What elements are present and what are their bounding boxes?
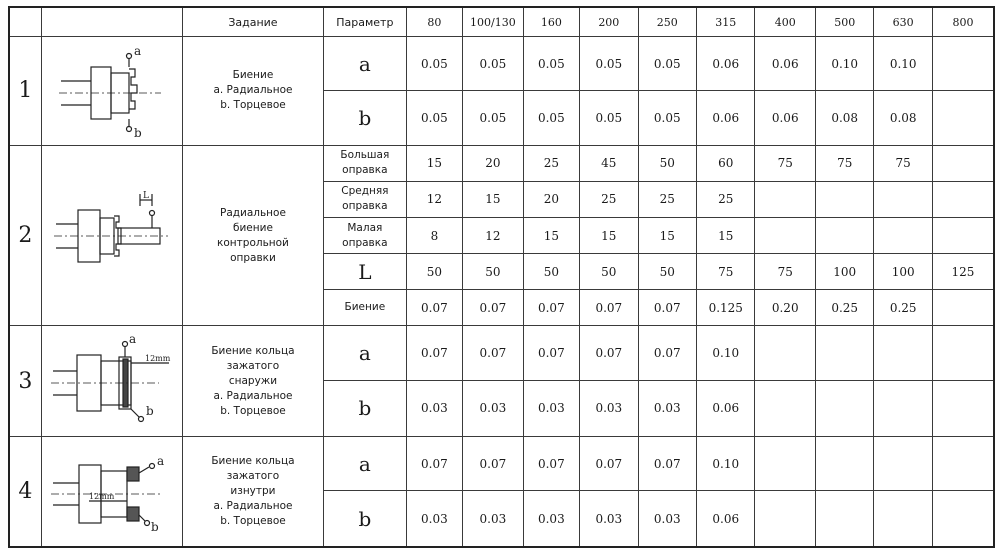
value-cell: 0.10 [697, 326, 755, 380]
value-cell: 15 [697, 217, 755, 253]
value-cell [932, 145, 994, 181]
value-cell [815, 217, 873, 253]
value-cell: 75 [874, 145, 932, 181]
value-cell [874, 326, 932, 380]
value-cell: 0.10 [874, 37, 932, 91]
value-cell: 0.05 [580, 37, 638, 91]
value-cell: 0.07 [580, 290, 638, 326]
sketch-label: b [133, 125, 142, 140]
value-cell: 0.03 [638, 491, 696, 547]
value-cell: 50 [463, 254, 523, 290]
value-cell [932, 217, 994, 253]
header-size: 80 [406, 7, 462, 37]
row-number: 1 [9, 37, 41, 146]
value-cell [874, 217, 932, 253]
value-cell: 0.03 [463, 380, 523, 436]
task-line: зажатого [226, 359, 280, 372]
value-cell: 0.06 [697, 37, 755, 91]
value-cell: 15 [638, 217, 696, 253]
value-cell: 0.07 [580, 436, 638, 490]
sketch-cell [41, 326, 182, 437]
value-cell [874, 436, 932, 490]
value-cell: 0.05 [406, 37, 462, 91]
header-task: Задание [182, 7, 323, 37]
header-size: 800 [932, 7, 994, 37]
value-cell: 0.07 [523, 326, 579, 380]
value-cell: 0.07 [580, 326, 638, 380]
header-size: 250 [638, 7, 696, 37]
value-cell: 75 [815, 145, 873, 181]
value-cell: 50 [580, 254, 638, 290]
value-cell: 0.07 [463, 290, 523, 326]
value-cell: 0.07 [463, 326, 523, 380]
value-cell [932, 380, 994, 436]
header-size: 500 [815, 7, 873, 37]
tolerance-table [8, 6, 995, 548]
value-cell [932, 491, 994, 547]
value-cell: 0.125 [697, 290, 755, 326]
header-row [9, 7, 994, 37]
param-label: b [324, 491, 407, 547]
value-cell: 25 [523, 145, 579, 181]
value-cell: 0.06 [697, 91, 755, 145]
value-cell [932, 91, 994, 145]
task-line: изнутри [230, 484, 276, 497]
value-cell: 0.25 [874, 290, 932, 326]
value-cell: 15 [406, 145, 462, 181]
value-cell: 0.05 [523, 91, 579, 145]
param-label: b [324, 380, 407, 436]
value-cell [874, 491, 932, 547]
value-cell: 0.07 [406, 290, 462, 326]
sketch-label: b [151, 520, 159, 535]
value-cell: 0.10 [815, 37, 873, 91]
param-row [9, 37, 994, 91]
task-line: a. Радиальное [213, 389, 293, 402]
param-label: Малая оправка [324, 217, 407, 253]
task-line: a. Радиальное [213, 499, 293, 512]
value-cell: 125 [932, 254, 994, 290]
param-label: b [324, 91, 407, 145]
value-cell: 45 [580, 145, 638, 181]
header-size: 200 [580, 7, 638, 37]
value-cell: 75 [697, 254, 755, 290]
value-cell: 15 [523, 217, 579, 253]
param-row [9, 436, 994, 490]
param-row [9, 145, 994, 181]
chuck-radial-axial-sketch [57, 41, 167, 141]
value-cell: 0.03 [523, 491, 579, 547]
header-size: 630 [874, 7, 932, 37]
mandrel-runout-sketch [52, 186, 172, 286]
header-blank-sketch [41, 7, 182, 37]
header-size: 160 [523, 7, 579, 37]
value-cell: 8 [406, 217, 462, 253]
task-line: Биение кольца [211, 454, 295, 467]
task-line: зажатого [226, 469, 280, 482]
param-row [9, 326, 994, 380]
value-cell [815, 491, 873, 547]
value-cell: 75 [755, 254, 815, 290]
sketch-label: b [146, 404, 154, 419]
value-cell [755, 181, 815, 217]
value-cell: 0.05 [638, 37, 696, 91]
task-description [182, 145, 323, 326]
sketch-label: 12mm [89, 492, 115, 502]
value-cell: 0.05 [463, 91, 523, 145]
task-description [182, 326, 323, 437]
sketch-label: a [133, 43, 141, 58]
value-cell: 20 [463, 145, 523, 181]
value-cell: 0.20 [755, 290, 815, 326]
value-cell [815, 380, 873, 436]
param-label: a [324, 436, 407, 490]
value-cell: 15 [463, 181, 523, 217]
value-cell: 100 [815, 254, 873, 290]
param-label: a [324, 326, 407, 380]
sketch-cell [41, 145, 182, 326]
value-cell [815, 326, 873, 380]
value-cell: 0.03 [406, 380, 462, 436]
value-cell: 50 [638, 145, 696, 181]
value-cell: 25 [697, 181, 755, 217]
task-line: a. Радиальное [213, 84, 293, 97]
value-cell: 50 [406, 254, 462, 290]
task-line: b. Торцевое [220, 404, 286, 417]
value-cell: 0.07 [638, 290, 696, 326]
header-size: 315 [697, 7, 755, 37]
sketch-cell [41, 37, 182, 146]
ring-outer-clamp-sketch [49, 331, 174, 431]
value-cell: 0.08 [815, 91, 873, 145]
value-cell [874, 380, 932, 436]
task-line: снаружи [228, 374, 278, 387]
value-cell [815, 436, 873, 490]
value-cell: 0.07 [523, 290, 579, 326]
value-cell: 0.03 [463, 491, 523, 547]
task-description [182, 37, 323, 146]
row-number: 4 [9, 436, 41, 547]
task-line: биение [233, 221, 273, 234]
header-blank-number [9, 7, 41, 37]
value-cell: 0.07 [406, 436, 462, 490]
value-cell: 60 [697, 145, 755, 181]
value-cell: 0.03 [580, 491, 638, 547]
value-cell: 0.03 [638, 380, 696, 436]
value-cell: 0.06 [697, 380, 755, 436]
value-cell [755, 380, 815, 436]
value-cell [755, 217, 815, 253]
task-description [182, 436, 323, 547]
param-label: Средняя оправка [324, 181, 407, 217]
value-cell: 25 [638, 181, 696, 217]
param-label: Большая оправка [324, 145, 407, 181]
task-line: контрольной [217, 236, 289, 249]
header-size: 400 [755, 7, 815, 37]
value-cell: 0.03 [406, 491, 462, 547]
header-size: 100/130 [463, 7, 523, 37]
param-label: L [324, 254, 407, 290]
value-cell: 0.08 [874, 91, 932, 145]
value-cell [874, 181, 932, 217]
sketch-label: a [157, 454, 165, 469]
task-line: Биение [232, 69, 274, 82]
value-cell [932, 37, 994, 91]
value-cell: 12 [406, 181, 462, 217]
value-cell [932, 326, 994, 380]
value-cell: 15 [580, 217, 638, 253]
param-label: Биение [324, 290, 407, 326]
value-cell: 12 [463, 217, 523, 253]
value-cell: 0.07 [406, 326, 462, 380]
value-cell: 0.05 [406, 91, 462, 145]
header-param: Параметр [324, 7, 407, 37]
value-cell: 0.25 [815, 290, 873, 326]
value-cell [932, 181, 994, 217]
value-cell: 50 [523, 254, 579, 290]
task-line: оправки [230, 251, 276, 264]
value-cell: 25 [580, 181, 638, 217]
sketch-label: a [129, 332, 137, 347]
value-cell: 0.05 [580, 91, 638, 145]
value-cell: 100 [874, 254, 932, 290]
value-cell [815, 181, 873, 217]
value-cell: 0.05 [638, 91, 696, 145]
value-cell: 50 [638, 254, 696, 290]
value-cell: 0.10 [697, 436, 755, 490]
ring-inner-clamp-sketch [49, 441, 174, 541]
value-cell [755, 326, 815, 380]
value-cell [755, 491, 815, 547]
value-cell: 0.06 [697, 491, 755, 547]
task-line: b. Торцевое [220, 99, 286, 112]
row-number: 3 [9, 326, 41, 437]
value-cell: 0.07 [463, 436, 523, 490]
value-cell: 0.07 [638, 326, 696, 380]
value-cell: 0.06 [755, 91, 815, 145]
value-cell: 0.05 [523, 37, 579, 91]
value-cell: 0.03 [523, 380, 579, 436]
value-cell: 0.05 [463, 37, 523, 91]
value-cell: 0.03 [580, 380, 638, 436]
value-cell: 75 [755, 145, 815, 181]
value-cell [932, 436, 994, 490]
value-cell: 0.07 [638, 436, 696, 490]
sketch-cell [41, 436, 182, 547]
task-line: b. Торцевое [220, 514, 286, 527]
value-cell: 0.07 [523, 436, 579, 490]
value-cell: 20 [523, 181, 579, 217]
param-label: a [324, 37, 407, 91]
value-cell [932, 290, 994, 326]
task-line: Биение кольца [211, 344, 295, 357]
row-number: 2 [9, 145, 41, 326]
task-line: Радиальное [219, 206, 286, 219]
value-cell [755, 436, 815, 490]
sketch-label: 12mm [145, 354, 171, 364]
sketch-label: L [142, 190, 149, 201]
value-cell: 0.06 [755, 37, 815, 91]
